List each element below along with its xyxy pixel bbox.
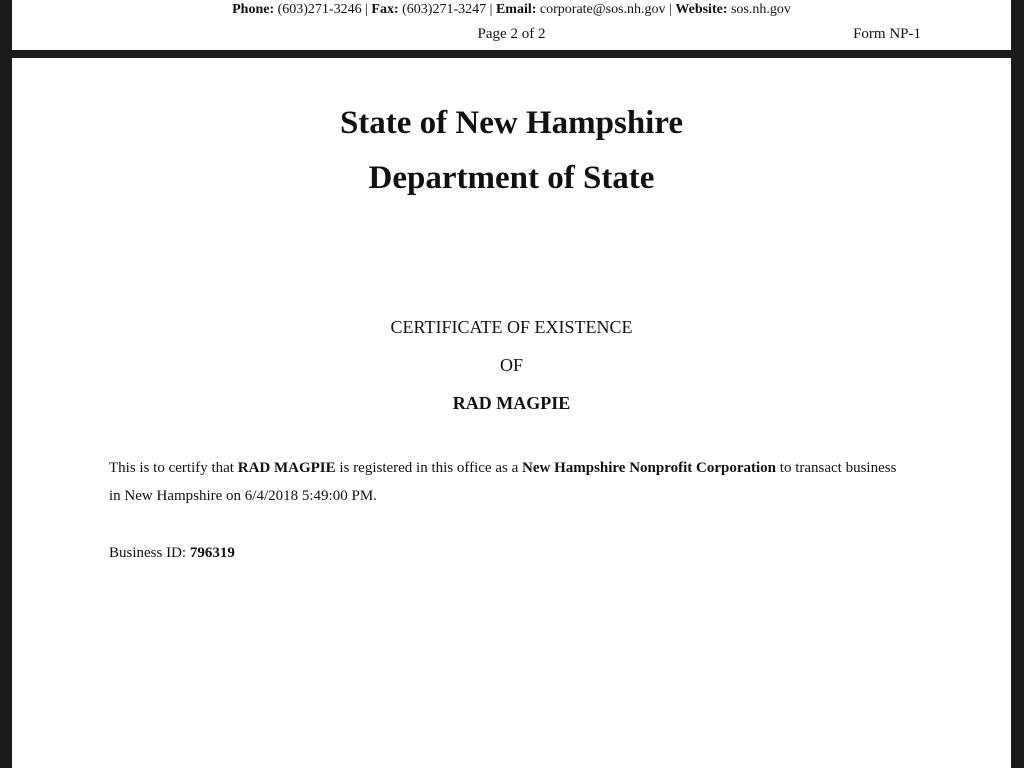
website-label: Website: bbox=[675, 2, 728, 17]
contact-line bbox=[12, 1, 1011, 19]
separator: | bbox=[365, 2, 368, 17]
phone-value: (603)271-3246 bbox=[277, 2, 362, 17]
page-separator bbox=[12, 50, 1011, 58]
certificate-of-label: OF bbox=[499, 355, 523, 375]
certificate-heading: CERTIFICATE OF EXISTENCE bbox=[390, 317, 633, 337]
email-label: Email: bbox=[495, 2, 537, 17]
certification-paragraph bbox=[109, 455, 909, 510]
previous-page-bottom bbox=[12, 0, 1011, 50]
email-value: corporate@sos.nh.gov bbox=[539, 2, 666, 17]
business-id-value: 796319 bbox=[189, 545, 235, 561]
website-value: sos.nh.gov bbox=[730, 2, 791, 17]
separator: | bbox=[489, 2, 493, 17]
form-id: Form NP-1 bbox=[853, 26, 921, 42]
fax-value: (603)271-3247 bbox=[402, 2, 487, 17]
separator: | bbox=[669, 2, 672, 17]
business-id-label: Business ID: bbox=[109, 545, 187, 561]
state-title: State of New Hampshire bbox=[339, 105, 684, 141]
fax-label: Fax: bbox=[371, 2, 399, 17]
entity-type: New Hampshire Nonprofit Corporation bbox=[522, 460, 777, 476]
certificate-page bbox=[12, 58, 1011, 768]
body-middle: is registered in this office as a bbox=[339, 460, 519, 476]
entity-name: RAD MAGPIE bbox=[452, 393, 571, 413]
department-title: Department of State bbox=[368, 160, 655, 196]
page-number: Page 2 of 2 bbox=[477, 26, 546, 42]
phone-label: Phone: bbox=[232, 2, 275, 17]
business-id-line bbox=[109, 543, 235, 563]
body-suffix: to transact business in New Hampshire on 6/4/2018 5:49:00 PM. bbox=[109, 460, 897, 504]
body-prefix: This is to certify that bbox=[109, 460, 234, 476]
body-entity-name: RAD MAGPIE bbox=[237, 460, 336, 476]
